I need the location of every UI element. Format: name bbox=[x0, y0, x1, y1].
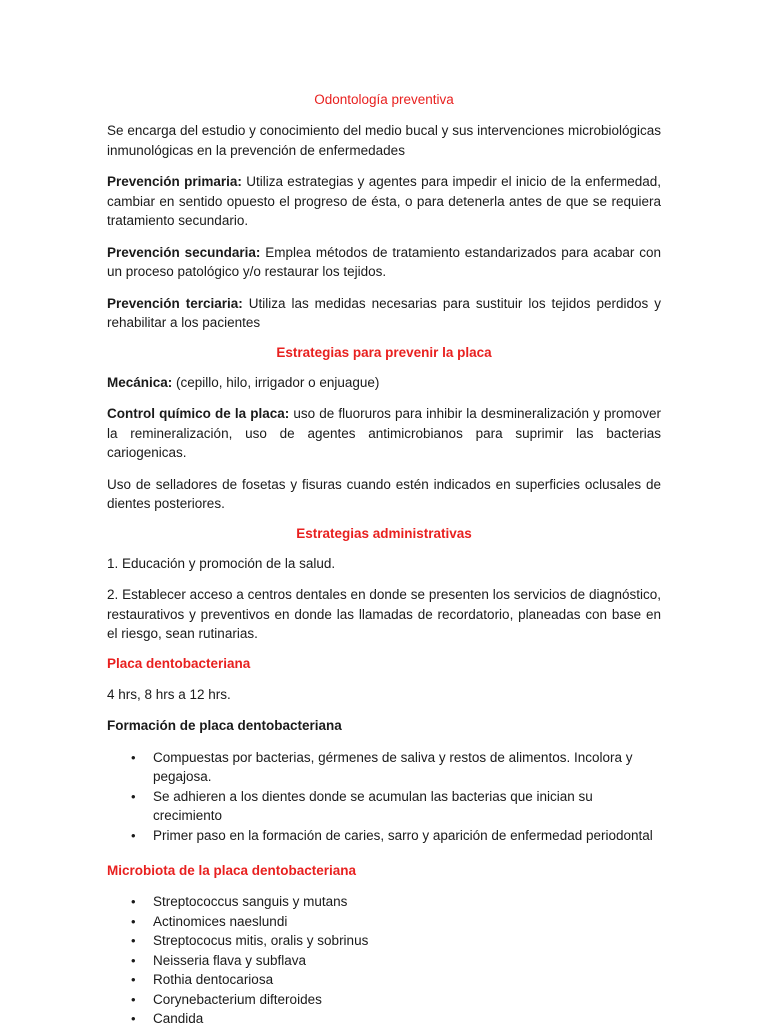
chemical-control-text: uso de fluoruros para inhibir la desmineralización y promover la remineralización, uso de agentes antimicrobianos para suprimir las bacterias cariogenicas. bbox=[107, 406, 661, 460]
list-item-text: Compuestas por bacterias, gérmenes de saliva y restos de alimentos. Incolora y pegajosa. bbox=[153, 749, 633, 784]
list-item bbox=[127, 787, 661, 826]
chemical-control-label: Control químico de la placa: bbox=[107, 406, 290, 421]
mechanical-label: Mecánica: bbox=[107, 374, 173, 390]
list-item bbox=[127, 748, 661, 787]
sealants-paragraph: Uso de selladores de fosetas y fisuras cuando estén indicados en superficies oclusales de dientes posteriores. bbox=[107, 476, 661, 511]
list-item-text: Streptococcus sanguis y mutans bbox=[153, 894, 348, 909]
plaque-times: 4 hrs, 8 hrs a 12 hrs. bbox=[107, 686, 231, 702]
list-item bbox=[127, 990, 661, 1010]
bullet-icon: • bbox=[131, 1011, 136, 1026]
list-item bbox=[127, 1009, 661, 1029]
mechanical-paragraph bbox=[107, 373, 661, 393]
secondary-prevention-label: Prevención secundaria: bbox=[107, 244, 261, 260]
plaque-strategies-heading: Estrategias para prevenir la placa bbox=[276, 344, 492, 360]
bullet-icon: • bbox=[131, 972, 136, 987]
list-item-text: Primer paso en la formación de caries, sarro y aparición de enfermedad periodontal bbox=[153, 827, 653, 843]
bullet-icon: • bbox=[131, 913, 136, 929]
plaque-formation-heading: Formación de placa dentobacteriana bbox=[107, 718, 342, 733]
bullet-icon: • bbox=[131, 827, 136, 843]
bullet-icon: • bbox=[131, 788, 136, 804]
primary-prevention-paragraph bbox=[107, 172, 661, 231]
list-item-text: Se adhieren a los dientes donde se acumulan las bacterias que inician su crecimiento bbox=[153, 788, 593, 823]
list-item bbox=[127, 892, 661, 912]
list-item-text: Candida bbox=[153, 1011, 204, 1026]
bullet-icon: • bbox=[131, 952, 136, 968]
list-item bbox=[127, 826, 661, 846]
secondary-prevention-paragraph bbox=[107, 243, 661, 282]
tertiary-prevention-label: Prevención terciaria: bbox=[107, 295, 243, 311]
list-item-text: Actinomices naeslundi bbox=[153, 913, 288, 929]
admin-item-1: 1. Educación y promoción de la salud. bbox=[107, 555, 336, 571]
plaque-formation-list bbox=[107, 748, 661, 846]
plaque-heading: Placa dentobacteriana bbox=[107, 655, 251, 671]
bullet-icon: • bbox=[131, 894, 136, 909]
list-item-text: Streptococus mitis, oralis y sobrinus bbox=[153, 933, 369, 948]
microbiota-heading: Microbiota de la placa dentobacteriana bbox=[107, 863, 357, 878]
bullet-icon: • bbox=[131, 933, 136, 948]
microbiota-list bbox=[107, 892, 661, 1029]
admin-item-2: 2. Establecer acceso a centros dentales en donde se presenten los servicios de diagnóstico, restaurativos y preventivos en donde las llamadas de recordatorio, planeadas con base en el riesgo, sean rutinarias. bbox=[107, 587, 661, 641]
list-item-text: Neisseria flava y subflava bbox=[153, 952, 307, 968]
bullet-icon: • bbox=[131, 749, 136, 765]
primary-prevention-label: Prevención primaria: bbox=[107, 174, 242, 189]
admin-strategies-heading: Estrategias administrativas bbox=[296, 525, 472, 541]
primary-prevention-text: Utiliza estrategias y agentes para impedir el inicio de la enfermedad, cambiar en sentido opuesto el progreso de ésta, o para detenerla antes de que se requiera tratamiento secundario. bbox=[107, 174, 661, 228]
list-item bbox=[127, 912, 661, 932]
bullet-icon: • bbox=[131, 991, 136, 1007]
mechanical-text: (cepillo, hilo, irrigador o enjuague) bbox=[172, 374, 380, 390]
tertiary-prevention-text: Utiliza las medidas necesarias para sustituir los tejidos perdidos y rehabilitar a los pacientes bbox=[107, 295, 661, 330]
list-item-text: Rothia dentocariosa bbox=[153, 972, 274, 987]
secondary-prevention-text: Emplea métodos de tratamiento estandarizados para acabar con un proceso patológico y/o restaurar los tejidos. bbox=[107, 244, 661, 279]
chemical-control-paragraph bbox=[107, 404, 661, 463]
list-item-text: Corynebacterium difteroides bbox=[153, 991, 322, 1007]
document-title: Odontología preventiva bbox=[314, 92, 454, 107]
list-item bbox=[127, 970, 661, 990]
intro-paragraph: Se encarga del estudio y conocimiento del medio bucal y sus intervenciones microbiológicas inmunológicas en la prevención de enfermedades bbox=[107, 123, 661, 158]
list-item bbox=[127, 951, 661, 971]
list-item bbox=[127, 931, 661, 951]
tertiary-prevention-paragraph bbox=[107, 294, 661, 333]
